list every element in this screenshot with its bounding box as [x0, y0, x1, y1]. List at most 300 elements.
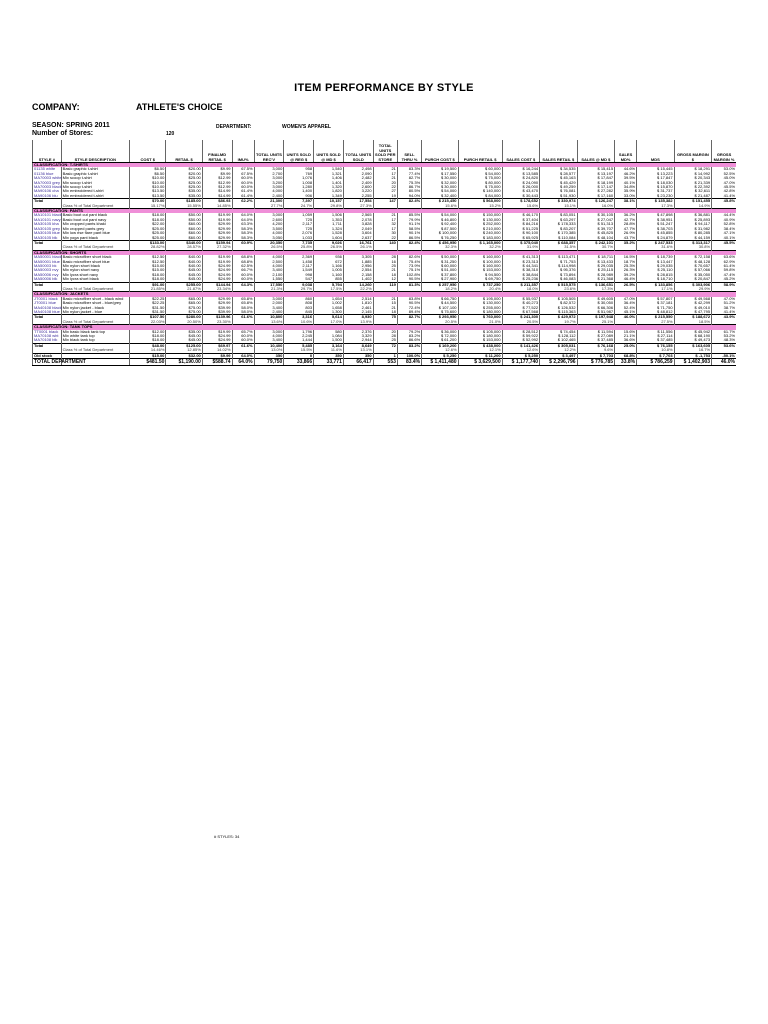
table-cell: Basic graphic t-shirt	[61, 167, 129, 171]
table-cell: 39.5%	[615, 176, 637, 180]
table-cell: MA90106 blu	[33, 194, 62, 199]
table-cell: 2,565	[343, 213, 373, 217]
table-cell: $ 49,259	[540, 185, 577, 189]
table-cell: $ 57,066	[674, 268, 711, 272]
table-cell: 45.0%	[712, 176, 736, 180]
table-cell: MA40108 blue	[34, 309, 60, 314]
table-cell: 147	[373, 199, 397, 204]
table-cell: 58.3%	[232, 227, 254, 231]
table-cell: 47.0%	[712, 297, 736, 301]
table-cell: $ 27,282	[577, 189, 614, 193]
table-cell: $65.00	[166, 297, 202, 301]
table-cell: $22.25	[130, 301, 166, 305]
table-cell: 2,100	[254, 273, 284, 277]
table-cell: $ 7,703	[637, 353, 674, 358]
table-cell: $29.99	[202, 301, 232, 305]
table-cell: $ 29,035	[637, 264, 674, 268]
table-cell: 26.1%	[343, 245, 373, 250]
table-cell: $ 42,299	[674, 301, 711, 305]
table-cell: 3,400	[254, 338, 284, 343]
table-cell: $ 72,000	[422, 334, 458, 338]
table-cell: $40.00	[166, 255, 202, 259]
column-header: PURCH RETAIL $	[458, 140, 502, 163]
table-cell: 2,400	[254, 194, 284, 199]
table-cell: $ 456,950	[422, 240, 458, 245]
table-cell: $ 75,000	[458, 185, 502, 189]
table-cell: $ 1,411,480	[422, 359, 458, 366]
table-cell: $ 257,950	[422, 282, 458, 287]
table-cell: 1,658	[314, 306, 344, 310]
table-cell: 53.6%	[712, 343, 736, 348]
table-cell: $ 100,000	[422, 231, 458, 235]
table-cell: 15	[373, 301, 397, 305]
table-cell: 16	[373, 260, 397, 264]
table-cell: $ 130,000	[458, 218, 502, 222]
table-cell: $ 28,989	[577, 273, 614, 277]
table-cell: 82.4%	[397, 240, 421, 245]
table-cell: 860	[284, 297, 314, 301]
table-cell: $ 195,000	[458, 297, 502, 301]
table-cell: 36.4%	[615, 301, 637, 305]
table-cell: 350	[314, 353, 344, 358]
table-cell: $ 84,000	[458, 194, 502, 199]
table-cell: $107.50	[130, 315, 166, 320]
table-cell: 21	[373, 213, 397, 217]
table-cell: $ 375,040	[502, 240, 539, 245]
table-cell: 17.1%	[637, 287, 674, 292]
table-cell: $ 51,225	[502, 227, 539, 231]
table-cell: 10,157	[314, 199, 344, 204]
table-cell: 3,000	[254, 167, 284, 171]
table-cell: 29.8%	[314, 204, 344, 209]
table-cell: $ 55,937	[502, 297, 539, 301]
table-cell: $ 160,000	[458, 255, 502, 259]
table-cell: $ 140,000	[458, 189, 502, 193]
table-cell: Mix basic black tank top	[61, 330, 129, 334]
column-header: GROSS MARGIN $	[674, 140, 711, 163]
table-cell: 15.5%	[284, 348, 314, 353]
column-header: SALES MD%	[615, 140, 637, 163]
table-cell: 33.8%	[615, 359, 637, 366]
table-cell: 77.4%	[397, 172, 421, 176]
table-cell: JT0001 black	[33, 297, 62, 301]
table-cell: $25.00	[130, 231, 166, 235]
table-cell: 10.6%	[284, 320, 314, 325]
table-cell: $ 73,894	[540, 273, 577, 277]
table-cell: $ 75,600	[422, 310, 458, 315]
table-cell: $ 17,847	[637, 176, 674, 180]
table-cell: 46.4%	[615, 277, 637, 282]
table-cell: 9,026	[314, 240, 344, 245]
table-cell: 25.1%	[577, 320, 614, 325]
table-cell: 1,324	[314, 227, 344, 231]
table-cell: $60.00	[166, 231, 202, 235]
table-cell: 41.4%	[712, 310, 736, 315]
table-cell: MA40108 black	[34, 304, 62, 310]
table-cell: $ 3,497	[540, 353, 577, 358]
table-cell: $ 67,568	[502, 310, 539, 315]
table-cell: Mix black tank top	[61, 338, 129, 343]
table-cell: $ 24,879	[637, 236, 674, 241]
table-cell: $ 51,930	[540, 194, 577, 199]
table-cell: 102.8%	[397, 273, 421, 277]
table-cell: $ 18,739	[637, 255, 674, 259]
table-cell: $ 31,982	[674, 227, 711, 231]
table-cell: 22.03%	[130, 320, 166, 325]
table-cell: $ 30,000	[422, 176, 458, 180]
table-cell: 67.5%	[232, 172, 254, 176]
table-cell: $29.99	[202, 227, 232, 231]
table-cell: 58.5%	[397, 227, 421, 231]
table-cell: $ 31,737	[637, 189, 674, 193]
table-cell: 21.1%	[615, 334, 637, 338]
table-cell: $9.99	[202, 172, 232, 176]
table-cell: $20.00	[166, 167, 202, 171]
table-cell: $ 18,199	[577, 181, 614, 185]
table-cell: 26.9%	[615, 231, 637, 235]
column-header: TOTAL UNITS SOLD PER STORE	[373, 140, 397, 163]
table-cell: 65.8%	[232, 297, 254, 301]
classification-label: CLASSIFICATION: PANTS	[33, 209, 737, 214]
table-cell: Basic microfiber short - black wind	[61, 297, 129, 301]
table-cell: 27.7%	[254, 204, 284, 209]
table-cell: 3,200	[254, 181, 284, 185]
table-cell: 1,353	[314, 218, 344, 222]
table-cell: 58.0%	[232, 306, 254, 310]
table-cell: $ 74,454	[540, 330, 577, 334]
table-cell: Basic microfiber short blue	[61, 260, 129, 264]
table-cell: $ 28,577	[540, 172, 577, 176]
table-cell: 3,400	[254, 268, 284, 272]
table-cell: 33,866	[284, 359, 314, 366]
table-cell: 2,049	[343, 227, 373, 231]
company-label: COMPANY:	[32, 102, 80, 112]
table-cell: $ 54,000	[422, 213, 458, 217]
table-cell: $ 102,465	[540, 338, 577, 343]
table-cell: 12.85%	[166, 348, 202, 353]
table-cell: $ 21,339	[674, 181, 711, 185]
table-cell: 8,930	[343, 315, 373, 320]
table-cell: $ 51,313	[577, 222, 614, 226]
table-cell: 65.7%	[232, 330, 254, 334]
classification-label: CLASSIFICATION: JACKETS	[33, 292, 737, 297]
table-cell: 30	[373, 231, 397, 235]
table-cell: 350	[343, 353, 373, 358]
table-cell: $ 37,800	[422, 273, 458, 277]
table-cell: 86.6%	[397, 338, 421, 343]
table-cell: $ 5,250	[502, 353, 539, 358]
table-cell: $ 30,000	[422, 185, 458, 189]
table-cell: 52.4%	[615, 306, 637, 310]
column-header: SALES @ MD $	[577, 140, 614, 163]
table-cell: $ 51,247	[637, 222, 674, 226]
table-cell: 58.9%	[712, 282, 736, 287]
table-cell: $ 14,992	[674, 172, 711, 176]
table-cell: $6.50	[130, 172, 166, 176]
company-name: ATHLETE'S CHOICE	[136, 102, 223, 112]
table-cell: 2,369	[284, 255, 314, 259]
table-cell: Class % of Total Department	[61, 287, 129, 292]
table-cell: $ 105,000	[458, 330, 502, 334]
table-cell: 79.9%	[397, 218, 421, 222]
table-cell: $69.97	[202, 343, 232, 348]
table-cell: Basic microfiber short - blue/grey	[61, 301, 129, 305]
table-cell: 25	[373, 338, 397, 343]
table-cell: 4,000	[254, 189, 284, 193]
table-cell: $ 15,445	[637, 167, 674, 171]
table-cell: 14,260	[343, 282, 373, 287]
table-cell: 32.2%	[458, 245, 502, 250]
table-cell: $ 66,306	[577, 306, 614, 310]
table-cell: $18.00	[130, 338, 166, 343]
table-cell: 32.3%	[422, 245, 458, 250]
table-cell: 64.3%	[232, 282, 254, 287]
table-cell: $25.00	[166, 185, 202, 189]
table-cell: $ 183,000	[458, 236, 502, 241]
table-cell: 45.5%	[712, 185, 736, 189]
table-cell: $ 38,310	[502, 268, 539, 272]
table-cell: 44.6%	[615, 167, 637, 171]
table-cell: $ 105,505	[540, 297, 577, 301]
table-cell: $86.93	[202, 199, 232, 204]
table-cell: $ 135,382	[637, 199, 674, 204]
table-cell: $ 38,844	[502, 273, 539, 277]
table-cell: 82.4%	[397, 199, 421, 204]
table-cell: Basic microfiber short black	[61, 255, 129, 259]
table-cell: $15.00	[130, 264, 166, 268]
table-cell: 19.7%	[540, 320, 577, 325]
table-cell: 2,078	[343, 218, 373, 222]
table-cell: $ 90,100	[502, 231, 539, 235]
column-header: STYLE #	[33, 140, 62, 163]
table-cell: $ 80,000	[458, 181, 502, 185]
table-cell: 13.1%	[343, 348, 373, 353]
table-cell: $ 13,223	[637, 172, 674, 176]
table-cell: 66.7%	[232, 268, 254, 272]
table-cell: 2,700	[254, 172, 284, 176]
table-cell: $ 188,672	[674, 315, 711, 320]
table-cell: 22.2%	[343, 287, 373, 292]
table-cell: 33.0%	[615, 194, 637, 199]
table-cell: 35.2%	[615, 240, 637, 245]
table-cell: $ 50,000	[422, 255, 458, 259]
table-cell: 27.5%	[637, 320, 674, 325]
table-cell: 1,005	[314, 268, 344, 272]
table-cell: 14.85%	[202, 204, 232, 209]
table-cell: $ 438,000	[458, 343, 502, 348]
table-cell: 01135 white	[33, 167, 62, 171]
table-cell: 9.6%	[577, 348, 614, 353]
table-cell: $ 21,487	[674, 194, 711, 199]
table-cell: 68.8%	[615, 353, 637, 358]
table-cell: $39.99	[202, 310, 232, 315]
table-cell: 83.3%	[397, 167, 421, 171]
table-cell: MA50003 bk	[33, 264, 62, 268]
table-cell: $19.99	[202, 213, 232, 217]
table-cell: $ 27,047	[577, 218, 614, 222]
table-cell: 36.6%	[615, 338, 637, 343]
table-cell: Mix cropped pants grey	[61, 227, 129, 231]
table-cell: 16,761	[343, 240, 373, 245]
table-cell: 45.5%	[712, 240, 736, 245]
table-cell: $ 38,703	[637, 227, 674, 231]
table-cell: 72	[373, 343, 397, 348]
table-cell: 14.46%	[130, 348, 166, 353]
table-cell: $139.96	[202, 315, 232, 320]
table-cell: 61.4%	[712, 264, 736, 268]
table-cell: $35.00	[166, 330, 202, 334]
table-cell: Class % of Total Department	[61, 348, 129, 353]
table-cell: $125.00	[166, 343, 202, 348]
table-cell: $ 210,000	[458, 227, 502, 231]
table-cell: $ 760,000	[458, 315, 502, 320]
table-cell: $ 38,951	[637, 218, 674, 222]
table-cell: $ 240,000	[458, 231, 502, 235]
table-cell: 3,329	[343, 334, 373, 338]
table-cell: 13.9%	[343, 320, 373, 325]
table-cell: 855	[314, 277, 344, 282]
table-cell: 808	[284, 301, 314, 305]
table-cell: 547	[284, 277, 314, 282]
table-cell: 68.8%	[232, 260, 254, 264]
table-cell: $ 47,795	[674, 310, 711, 315]
table-cell: 3,305	[343, 255, 373, 259]
table-cell: 1,166	[314, 264, 344, 268]
table-cell: $ 215,550	[637, 315, 674, 320]
table-cell: 30.8%	[674, 245, 711, 250]
table-cell: 2,117	[284, 222, 314, 226]
table-cell: $ 32,611	[674, 189, 711, 193]
table-cell: 62.2%	[232, 199, 254, 204]
table-cell: $10.00	[130, 185, 166, 189]
season-label: SEASON: SPRING 2011	[32, 122, 110, 129]
table-cell: $ 1,402,903	[674, 359, 711, 366]
table-cell: $ 15,870	[637, 185, 674, 189]
table-cell: $19.99	[202, 255, 232, 259]
table-cell: $60.00	[166, 222, 202, 226]
table-cell: 45.1%	[615, 310, 637, 315]
table-cell: $ 153,000	[458, 268, 502, 272]
table-cell: $45.00	[166, 273, 202, 277]
table-cell: 63.3%	[232, 222, 254, 226]
table-cell: $ 136,651	[577, 282, 614, 287]
table-cell: $144.94	[202, 282, 232, 287]
table-cell: 72.4%	[397, 306, 421, 310]
table-cell: 21	[373, 167, 397, 171]
table-cell: $ 37,404	[502, 218, 539, 222]
table-cell: 23.34%	[202, 287, 232, 292]
table-cell: 85.5%	[397, 213, 421, 217]
table-cell: $75.00	[166, 310, 202, 315]
table-cell: 61.6%	[232, 343, 254, 348]
table-cell: 24.7%	[284, 204, 314, 209]
table-cell: 17.5%	[314, 287, 344, 292]
table-cell: Total	[33, 343, 62, 348]
table-cell: $18.00	[130, 218, 166, 222]
column-header: COST $	[130, 140, 166, 163]
table-cell: 31.5%	[540, 245, 577, 250]
table-cell: 26.5%	[254, 245, 284, 250]
table-cell: 2,255	[343, 194, 373, 199]
table-cell: $ 27,114	[637, 334, 674, 338]
table-cell: $ 169,200	[422, 343, 458, 348]
table-cell: $ 107,100	[422, 306, 458, 310]
table-cell: 20	[373, 330, 397, 334]
table-cell: $45.00	[166, 334, 202, 338]
table-cell: 958	[284, 167, 314, 171]
table-cell: 3,220	[343, 189, 373, 193]
table-cell: $ 178,333	[540, 222, 577, 226]
table-cell: 15.17%	[130, 204, 166, 209]
column-header: UNITS SOLD @ REG $	[284, 140, 314, 163]
table-cell: 725	[284, 218, 314, 222]
table-cell: 58.0%	[232, 310, 254, 315]
table-cell: 94.0%	[397, 194, 421, 199]
table-cell: $ 163,605	[674, 343, 711, 348]
table-cell: $65.00	[166, 301, 202, 305]
table-cell: $24.99	[202, 273, 232, 277]
table-cell: 38.7%	[712, 306, 736, 310]
table-cell: $ 83,207	[540, 227, 577, 231]
table-cell: $ 180,000	[458, 334, 502, 338]
table-cell: $ 178,652	[502, 199, 539, 204]
column-header: GROSS MARGIN %	[712, 140, 736, 163]
table-cell: $ 313,317	[674, 240, 711, 245]
table-cell: Mix nylon jacket - black	[61, 306, 129, 310]
table-cell: MA70003 black	[34, 184, 62, 190]
table-cell: Total	[33, 315, 62, 320]
table-cell: 1,550	[254, 277, 284, 282]
table-cell: $ 252,000	[458, 222, 502, 226]
table-cell: 63.6%	[712, 255, 736, 259]
table-cell: 17,550	[254, 282, 284, 287]
table-cell: 803	[284, 306, 314, 310]
table-cell: 2,554	[343, 268, 373, 272]
table-cell: $ 59,922	[502, 334, 539, 338]
table-cell: $ 293,950	[422, 315, 458, 320]
table-cell: $60.00	[166, 227, 202, 231]
table-cell: $ 25,110	[637, 268, 674, 272]
table-cell: $ 17,550	[422, 172, 458, 176]
table-cell: $1,190.00	[166, 359, 202, 366]
table-cell: Class % of Total Department	[61, 320, 129, 325]
table-cell: 12.2%	[540, 348, 577, 353]
table-cell: 15.6%	[502, 204, 539, 209]
table-cell: 1,321	[314, 172, 344, 176]
table-cell: 13.6%	[254, 320, 284, 325]
report-title: ITEM PERFORMANCE BY STYLE	[294, 82, 474, 94]
table-cell: 60.0%	[232, 181, 254, 185]
performance-table	[32, 140, 736, 366]
table-cell: 1,528	[314, 231, 344, 235]
table-cell: 580	[314, 330, 344, 334]
table-cell: $ 20,343	[674, 176, 711, 180]
table-cell: $ 180,000	[458, 310, 502, 315]
table-cell: 3,828	[343, 222, 373, 226]
table-cell: MA70003 grey	[34, 179, 61, 185]
table-cell: 998	[284, 273, 314, 277]
table-cell: 33,771	[314, 359, 344, 366]
table-cell: $ 242,101	[577, 240, 614, 245]
table-cell: $ 241,300	[502, 315, 539, 320]
table-cell: 18.0%	[502, 287, 539, 292]
table-cell: 1,810	[343, 301, 373, 305]
table-cell: 17	[373, 218, 397, 222]
table-cell: 3,604	[343, 231, 373, 235]
table-cell: $ 84,216	[502, 222, 539, 226]
table-cell: $24.99	[202, 334, 232, 338]
table-cell: 28.82%	[130, 245, 166, 250]
